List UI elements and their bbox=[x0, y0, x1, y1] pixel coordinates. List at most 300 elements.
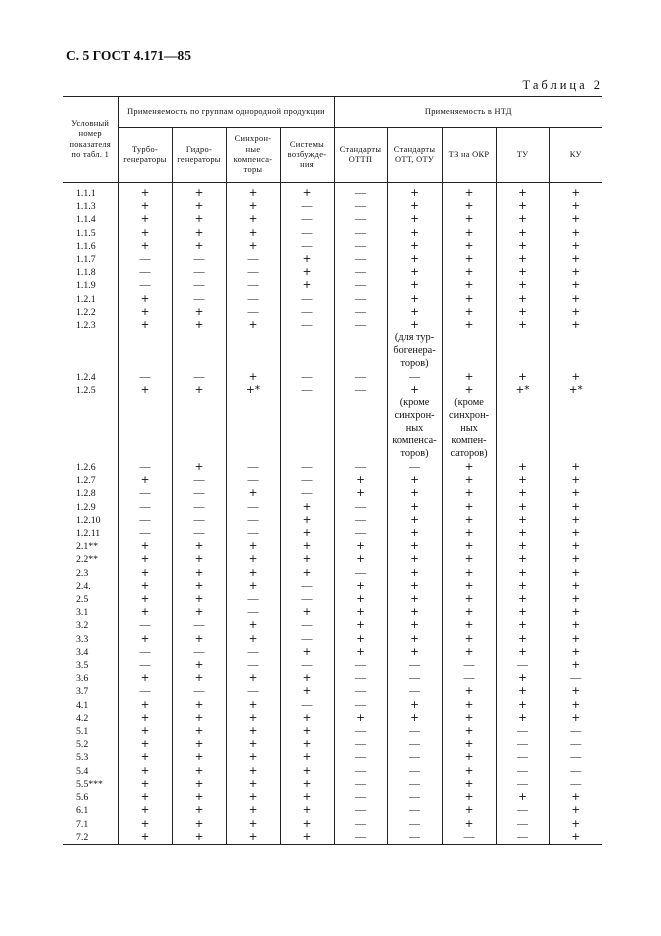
table-cell bbox=[387, 831, 442, 845]
cell-value: — bbox=[355, 213, 367, 226]
cell-value: — bbox=[409, 685, 421, 698]
table-cell bbox=[387, 699, 442, 712]
cell-value: — bbox=[193, 253, 205, 266]
cell-value: — bbox=[355, 764, 367, 777]
cell-value: + bbox=[248, 711, 258, 724]
cell-value: + bbox=[518, 319, 527, 332]
table-row bbox=[63, 501, 602, 514]
table-cell bbox=[118, 725, 172, 738]
cell-value: + bbox=[464, 527, 474, 540]
applicability-table bbox=[63, 96, 602, 845]
cell-value: + bbox=[194, 540, 204, 553]
col-header-tu: ТУ bbox=[496, 128, 549, 183]
table-row bbox=[63, 183, 602, 201]
cell-value: + bbox=[248, 791, 258, 804]
cell-value: + bbox=[248, 187, 258, 199]
cell-value: + bbox=[356, 553, 365, 566]
cell-value: + bbox=[410, 253, 419, 266]
table-cell bbox=[226, 266, 280, 279]
table-cell bbox=[549, 227, 602, 240]
table-cell bbox=[387, 293, 442, 306]
table-cell bbox=[226, 567, 280, 580]
row-indicator-id: 1.1.6 bbox=[76, 240, 96, 252]
cell-value: — bbox=[570, 764, 582, 777]
cell-value: + bbox=[248, 487, 258, 500]
row-indicator-id: 1.2.1 bbox=[76, 293, 96, 305]
cell-value: + bbox=[248, 738, 258, 751]
table-cell bbox=[442, 751, 496, 764]
table-cell bbox=[549, 646, 602, 659]
table-cell bbox=[496, 619, 549, 632]
table-cell bbox=[442, 293, 496, 306]
table-row bbox=[63, 646, 602, 659]
table-cell bbox=[442, 778, 496, 791]
table-cell bbox=[442, 514, 496, 527]
table-cell bbox=[172, 279, 226, 292]
table-cell bbox=[334, 527, 387, 540]
cell-value: — bbox=[301, 619, 313, 632]
table-cell bbox=[334, 474, 387, 487]
table-cell bbox=[280, 527, 334, 540]
col-header-hydrogenerators: Гидро-генераторы bbox=[172, 128, 226, 183]
cell-value: + bbox=[571, 645, 581, 658]
table-cell bbox=[442, 540, 496, 553]
table-cell bbox=[226, 540, 280, 553]
table-cell bbox=[280, 474, 334, 487]
table-cell bbox=[442, 765, 496, 778]
cell-value: + bbox=[140, 777, 150, 790]
cell-value: + bbox=[464, 187, 474, 199]
cell-value: + bbox=[140, 292, 150, 305]
cell-value: + bbox=[248, 804, 258, 817]
table-cell bbox=[118, 738, 172, 751]
table-cell bbox=[387, 540, 442, 553]
cell-value: — bbox=[301, 383, 313, 396]
cell-value: + bbox=[194, 553, 204, 566]
cell-value: + bbox=[302, 266, 312, 279]
cell-value: + bbox=[194, 751, 204, 764]
table-cell bbox=[172, 200, 226, 213]
row-indicator-id: 7.1 bbox=[76, 818, 89, 830]
table-cell bbox=[280, 240, 334, 253]
table-cell bbox=[496, 685, 549, 698]
table-cell bbox=[496, 699, 549, 712]
table-cell bbox=[226, 501, 280, 514]
table-cell bbox=[334, 183, 387, 201]
cell-value: + bbox=[518, 579, 527, 592]
cell-value: + bbox=[464, 698, 474, 711]
table-cell bbox=[549, 553, 602, 566]
cell-value: + bbox=[140, 553, 150, 566]
cell-value: — bbox=[247, 474, 259, 487]
row-indicator-id: 3.7 bbox=[76, 686, 89, 698]
table-cell bbox=[496, 567, 549, 580]
cell-value: + bbox=[464, 791, 474, 804]
row-indicator-id: 3.3 bbox=[76, 633, 89, 645]
col-header-indicator-id: Условный номер показателя по табл. 1 bbox=[63, 97, 118, 183]
table-cell bbox=[280, 371, 334, 384]
table-cell bbox=[549, 487, 602, 500]
cell-value: + bbox=[140, 187, 150, 199]
table-cell bbox=[280, 738, 334, 751]
cell-value: + bbox=[248, 777, 258, 790]
table-cell bbox=[172, 384, 226, 461]
cell-value: + bbox=[302, 606, 312, 619]
cell-value: + bbox=[194, 711, 204, 724]
cell-value: + bbox=[140, 711, 150, 724]
table-cell bbox=[496, 606, 549, 619]
table-cell bbox=[549, 501, 602, 514]
table-cell bbox=[387, 685, 442, 698]
table-cell bbox=[118, 514, 172, 527]
table-cell bbox=[496, 253, 549, 266]
cell-value: — bbox=[193, 279, 205, 292]
table-cell bbox=[387, 240, 442, 253]
cell-value: +* bbox=[515, 383, 530, 396]
table-cell bbox=[280, 593, 334, 606]
cell-value: + bbox=[248, 540, 258, 553]
table-row bbox=[63, 593, 602, 606]
cell-value: — bbox=[193, 527, 205, 540]
table-cell bbox=[496, 514, 549, 527]
table-cell bbox=[442, 461, 496, 474]
table-cell bbox=[172, 580, 226, 593]
table-cell bbox=[496, 183, 549, 201]
table-cell bbox=[118, 765, 172, 778]
row-indicator-id: 5.3 bbox=[76, 752, 89, 764]
cell-value: — bbox=[139, 487, 151, 500]
cell-value: + bbox=[356, 645, 365, 658]
cell-value: + bbox=[194, 226, 204, 239]
table-cell bbox=[118, 227, 172, 240]
cell-value: — bbox=[463, 830, 475, 843]
table-cell bbox=[280, 253, 334, 266]
table-cell bbox=[280, 606, 334, 619]
table-cell bbox=[334, 738, 387, 751]
cell-value: — bbox=[355, 292, 367, 305]
cell-value: + bbox=[571, 830, 581, 843]
table-cell bbox=[172, 306, 226, 319]
table-cell bbox=[118, 319, 172, 371]
cell-value: + bbox=[140, 239, 150, 252]
table-cell bbox=[442, 725, 496, 738]
cell-value: — bbox=[301, 370, 313, 383]
cell-value: — bbox=[517, 725, 529, 738]
cell-value: — bbox=[355, 461, 367, 474]
cell-value: + bbox=[410, 513, 419, 526]
table-cell bbox=[226, 593, 280, 606]
table-cell bbox=[226, 606, 280, 619]
table-cell bbox=[172, 619, 226, 632]
table-row bbox=[63, 778, 602, 791]
cell-value: + bbox=[518, 305, 527, 318]
cell-value: + bbox=[194, 632, 204, 645]
cell-value: + bbox=[302, 804, 312, 817]
table-cell bbox=[226, 293, 280, 306]
cell-value: — bbox=[409, 804, 421, 817]
cell-value: — bbox=[139, 279, 151, 292]
table-cell bbox=[549, 804, 602, 817]
cell-value: + bbox=[518, 279, 527, 292]
cell-value: + bbox=[571, 606, 581, 619]
row-indicator-id: 5.5*** bbox=[76, 778, 103, 790]
cell-value: + bbox=[410, 187, 419, 199]
table-cell bbox=[549, 461, 602, 474]
row-indicator-id: 1.2.7 bbox=[76, 475, 96, 487]
table-cell bbox=[549, 606, 602, 619]
cell-value: + bbox=[464, 645, 474, 658]
cell-value: — bbox=[193, 685, 205, 698]
cell-value: — bbox=[301, 474, 313, 487]
cell-value: + bbox=[194, 764, 204, 777]
cell-value: + bbox=[464, 474, 474, 487]
table-row bbox=[63, 540, 602, 553]
table-cell bbox=[549, 200, 602, 213]
cell-value: — bbox=[409, 817, 421, 830]
cell-value: + bbox=[518, 461, 527, 474]
cell-value: + bbox=[518, 213, 527, 226]
table-cell bbox=[387, 712, 442, 725]
cell-value: — bbox=[355, 187, 367, 199]
table-row bbox=[63, 725, 602, 738]
cell-value: — bbox=[247, 500, 259, 513]
row-indicator-id: 1.2.11 bbox=[76, 528, 101, 540]
table-row bbox=[63, 804, 602, 817]
cell-value: + bbox=[410, 553, 419, 566]
table-cell bbox=[280, 514, 334, 527]
table-cell bbox=[549, 253, 602, 266]
cell-value: + bbox=[571, 711, 581, 724]
table-row bbox=[63, 461, 602, 474]
table-cell bbox=[280, 712, 334, 725]
table-cell bbox=[118, 751, 172, 764]
row-indicator-id: 1.1.9 bbox=[76, 280, 96, 292]
table-cell bbox=[387, 213, 442, 226]
cell-value: + bbox=[302, 817, 312, 830]
table-cell bbox=[280, 306, 334, 319]
cell-value: + bbox=[356, 540, 365, 553]
cell-value: + bbox=[194, 659, 204, 672]
table-cell bbox=[496, 633, 549, 646]
table-cell bbox=[334, 580, 387, 593]
table-cell bbox=[549, 306, 602, 319]
cell-value: + bbox=[571, 239, 581, 252]
cell-value: + bbox=[571, 266, 581, 279]
cell-value: + bbox=[571, 513, 581, 526]
cell-value: + bbox=[518, 685, 527, 698]
cell-value: + bbox=[571, 527, 581, 540]
table-cell bbox=[226, 633, 280, 646]
cell-value: + bbox=[140, 725, 150, 738]
cell-value: — bbox=[139, 253, 151, 266]
cell-value: + bbox=[464, 319, 474, 332]
cell-value: — bbox=[247, 266, 259, 279]
table-cell bbox=[496, 712, 549, 725]
table-cell bbox=[387, 474, 442, 487]
table-cell bbox=[280, 384, 334, 461]
table-cell bbox=[172, 831, 226, 845]
cell-value: — bbox=[355, 370, 367, 383]
table-cell bbox=[280, 183, 334, 201]
table-cell bbox=[496, 227, 549, 240]
cell-value: + bbox=[140, 213, 150, 226]
cell-value: + bbox=[518, 619, 527, 632]
cell-value: — bbox=[355, 804, 367, 817]
table-cell bbox=[387, 619, 442, 632]
cell-value: — bbox=[139, 370, 151, 383]
table-cell bbox=[496, 818, 549, 831]
cell-value: + bbox=[518, 513, 527, 526]
cell-value: + bbox=[571, 500, 581, 513]
table-cell bbox=[442, 685, 496, 698]
table-cell bbox=[496, 371, 549, 384]
cell-value: + bbox=[518, 474, 527, 487]
cell-value: — bbox=[409, 659, 421, 672]
table-cell bbox=[226, 384, 280, 461]
table-cell bbox=[496, 501, 549, 514]
table-row bbox=[63, 738, 602, 751]
cell-value: — bbox=[355, 738, 367, 751]
table-row bbox=[63, 619, 602, 632]
table-cell bbox=[387, 527, 442, 540]
table-cell bbox=[442, 371, 496, 384]
cell-value: + bbox=[518, 711, 527, 724]
cell-value: + bbox=[194, 593, 204, 606]
cell-value: + bbox=[518, 566, 527, 579]
row-indicator-id: 1.1.3 bbox=[76, 201, 96, 213]
cell-value: — bbox=[193, 619, 205, 632]
row-indicator-id: 2.4. bbox=[76, 580, 91, 592]
row-indicator-id: 3.6 bbox=[76, 673, 89, 685]
table-cell bbox=[334, 765, 387, 778]
cell-value: + bbox=[194, 305, 204, 318]
table-cell bbox=[118, 527, 172, 540]
table-cell bbox=[226, 699, 280, 712]
cell-value: — bbox=[193, 266, 205, 279]
cell-value: + bbox=[464, 751, 474, 764]
cell-value: + bbox=[194, 698, 204, 711]
cell-value: — bbox=[517, 804, 529, 817]
table-cell bbox=[387, 371, 442, 384]
cell-value: + bbox=[302, 685, 312, 698]
cell-value: + bbox=[410, 226, 419, 239]
table-cell bbox=[334, 567, 387, 580]
cell-value: + bbox=[410, 698, 419, 711]
table-cell bbox=[334, 371, 387, 384]
table-cell bbox=[172, 527, 226, 540]
cell-value: + bbox=[518, 500, 527, 513]
table-cell bbox=[496, 384, 549, 461]
table-cell bbox=[442, 227, 496, 240]
cell-value: + bbox=[140, 751, 150, 764]
cell-value: + bbox=[410, 319, 419, 332]
table-cell bbox=[172, 659, 226, 672]
cell-value: — bbox=[409, 791, 421, 804]
cell-value: — bbox=[193, 370, 205, 383]
table-cell bbox=[118, 685, 172, 698]
cell-value: + bbox=[464, 593, 474, 606]
cell-value: + bbox=[518, 200, 527, 213]
table-cell bbox=[549, 699, 602, 712]
table-cell bbox=[334, 200, 387, 213]
table-cell bbox=[172, 213, 226, 226]
cell-value: — bbox=[517, 817, 529, 830]
cell-value: + bbox=[248, 370, 258, 383]
cell-value: — bbox=[301, 698, 313, 711]
group-header-product-groups: Применяемость по группам однородной продукции bbox=[118, 97, 334, 128]
table-cell bbox=[387, 778, 442, 791]
table-cell bbox=[226, 619, 280, 632]
cell-value: + bbox=[410, 632, 419, 645]
table-cell bbox=[334, 804, 387, 817]
table-cell bbox=[334, 487, 387, 500]
cell-value: + bbox=[302, 279, 312, 292]
table-cell bbox=[226, 738, 280, 751]
table-cell bbox=[334, 593, 387, 606]
table-cell bbox=[442, 818, 496, 831]
table-cell bbox=[280, 501, 334, 514]
table-cell bbox=[118, 501, 172, 514]
table-cell bbox=[496, 266, 549, 279]
table-cell bbox=[442, 606, 496, 619]
cell-value: — bbox=[355, 791, 367, 804]
cell-value: + bbox=[194, 566, 204, 579]
cell-value: + bbox=[410, 527, 419, 540]
cell-value: + bbox=[140, 606, 150, 619]
cell-value: + bbox=[194, 579, 204, 592]
cell-value: + bbox=[571, 632, 581, 645]
table-cell bbox=[172, 791, 226, 804]
table-cell bbox=[172, 183, 226, 201]
table-cell bbox=[496, 319, 549, 371]
table-cell bbox=[549, 567, 602, 580]
cell-value: + bbox=[248, 553, 258, 566]
cell-value: + bbox=[464, 553, 474, 566]
row-indicator-id: 1.2.4 bbox=[76, 371, 96, 383]
table-cell bbox=[334, 712, 387, 725]
table-cell bbox=[172, 371, 226, 384]
table-cell bbox=[442, 659, 496, 672]
cell-value: — bbox=[517, 751, 529, 764]
table-row bbox=[63, 293, 602, 306]
cell-value: + bbox=[248, 566, 258, 579]
table-cell bbox=[387, 567, 442, 580]
table-cell bbox=[334, 319, 387, 371]
table-cell bbox=[118, 253, 172, 266]
cell-value: + bbox=[194, 239, 204, 252]
table-row bbox=[63, 371, 602, 384]
table-row bbox=[63, 818, 602, 831]
cell-value: + bbox=[410, 619, 419, 632]
table-cell bbox=[226, 553, 280, 566]
cell-value: — bbox=[139, 645, 151, 658]
table-cell bbox=[226, 213, 280, 226]
cell-value: + bbox=[302, 513, 312, 526]
table-cell bbox=[280, 213, 334, 226]
cell-value: + bbox=[410, 487, 419, 500]
table-cell bbox=[280, 778, 334, 791]
cell-value: + bbox=[571, 579, 581, 592]
table-cell bbox=[442, 200, 496, 213]
cell-value: + bbox=[356, 593, 365, 606]
cell-value: + bbox=[464, 370, 474, 383]
table-cell bbox=[334, 619, 387, 632]
table-cell bbox=[387, 183, 442, 201]
table-cell bbox=[334, 831, 387, 845]
cell-value: + bbox=[410, 711, 419, 724]
table-cell bbox=[280, 540, 334, 553]
cell-value: + bbox=[302, 540, 312, 553]
